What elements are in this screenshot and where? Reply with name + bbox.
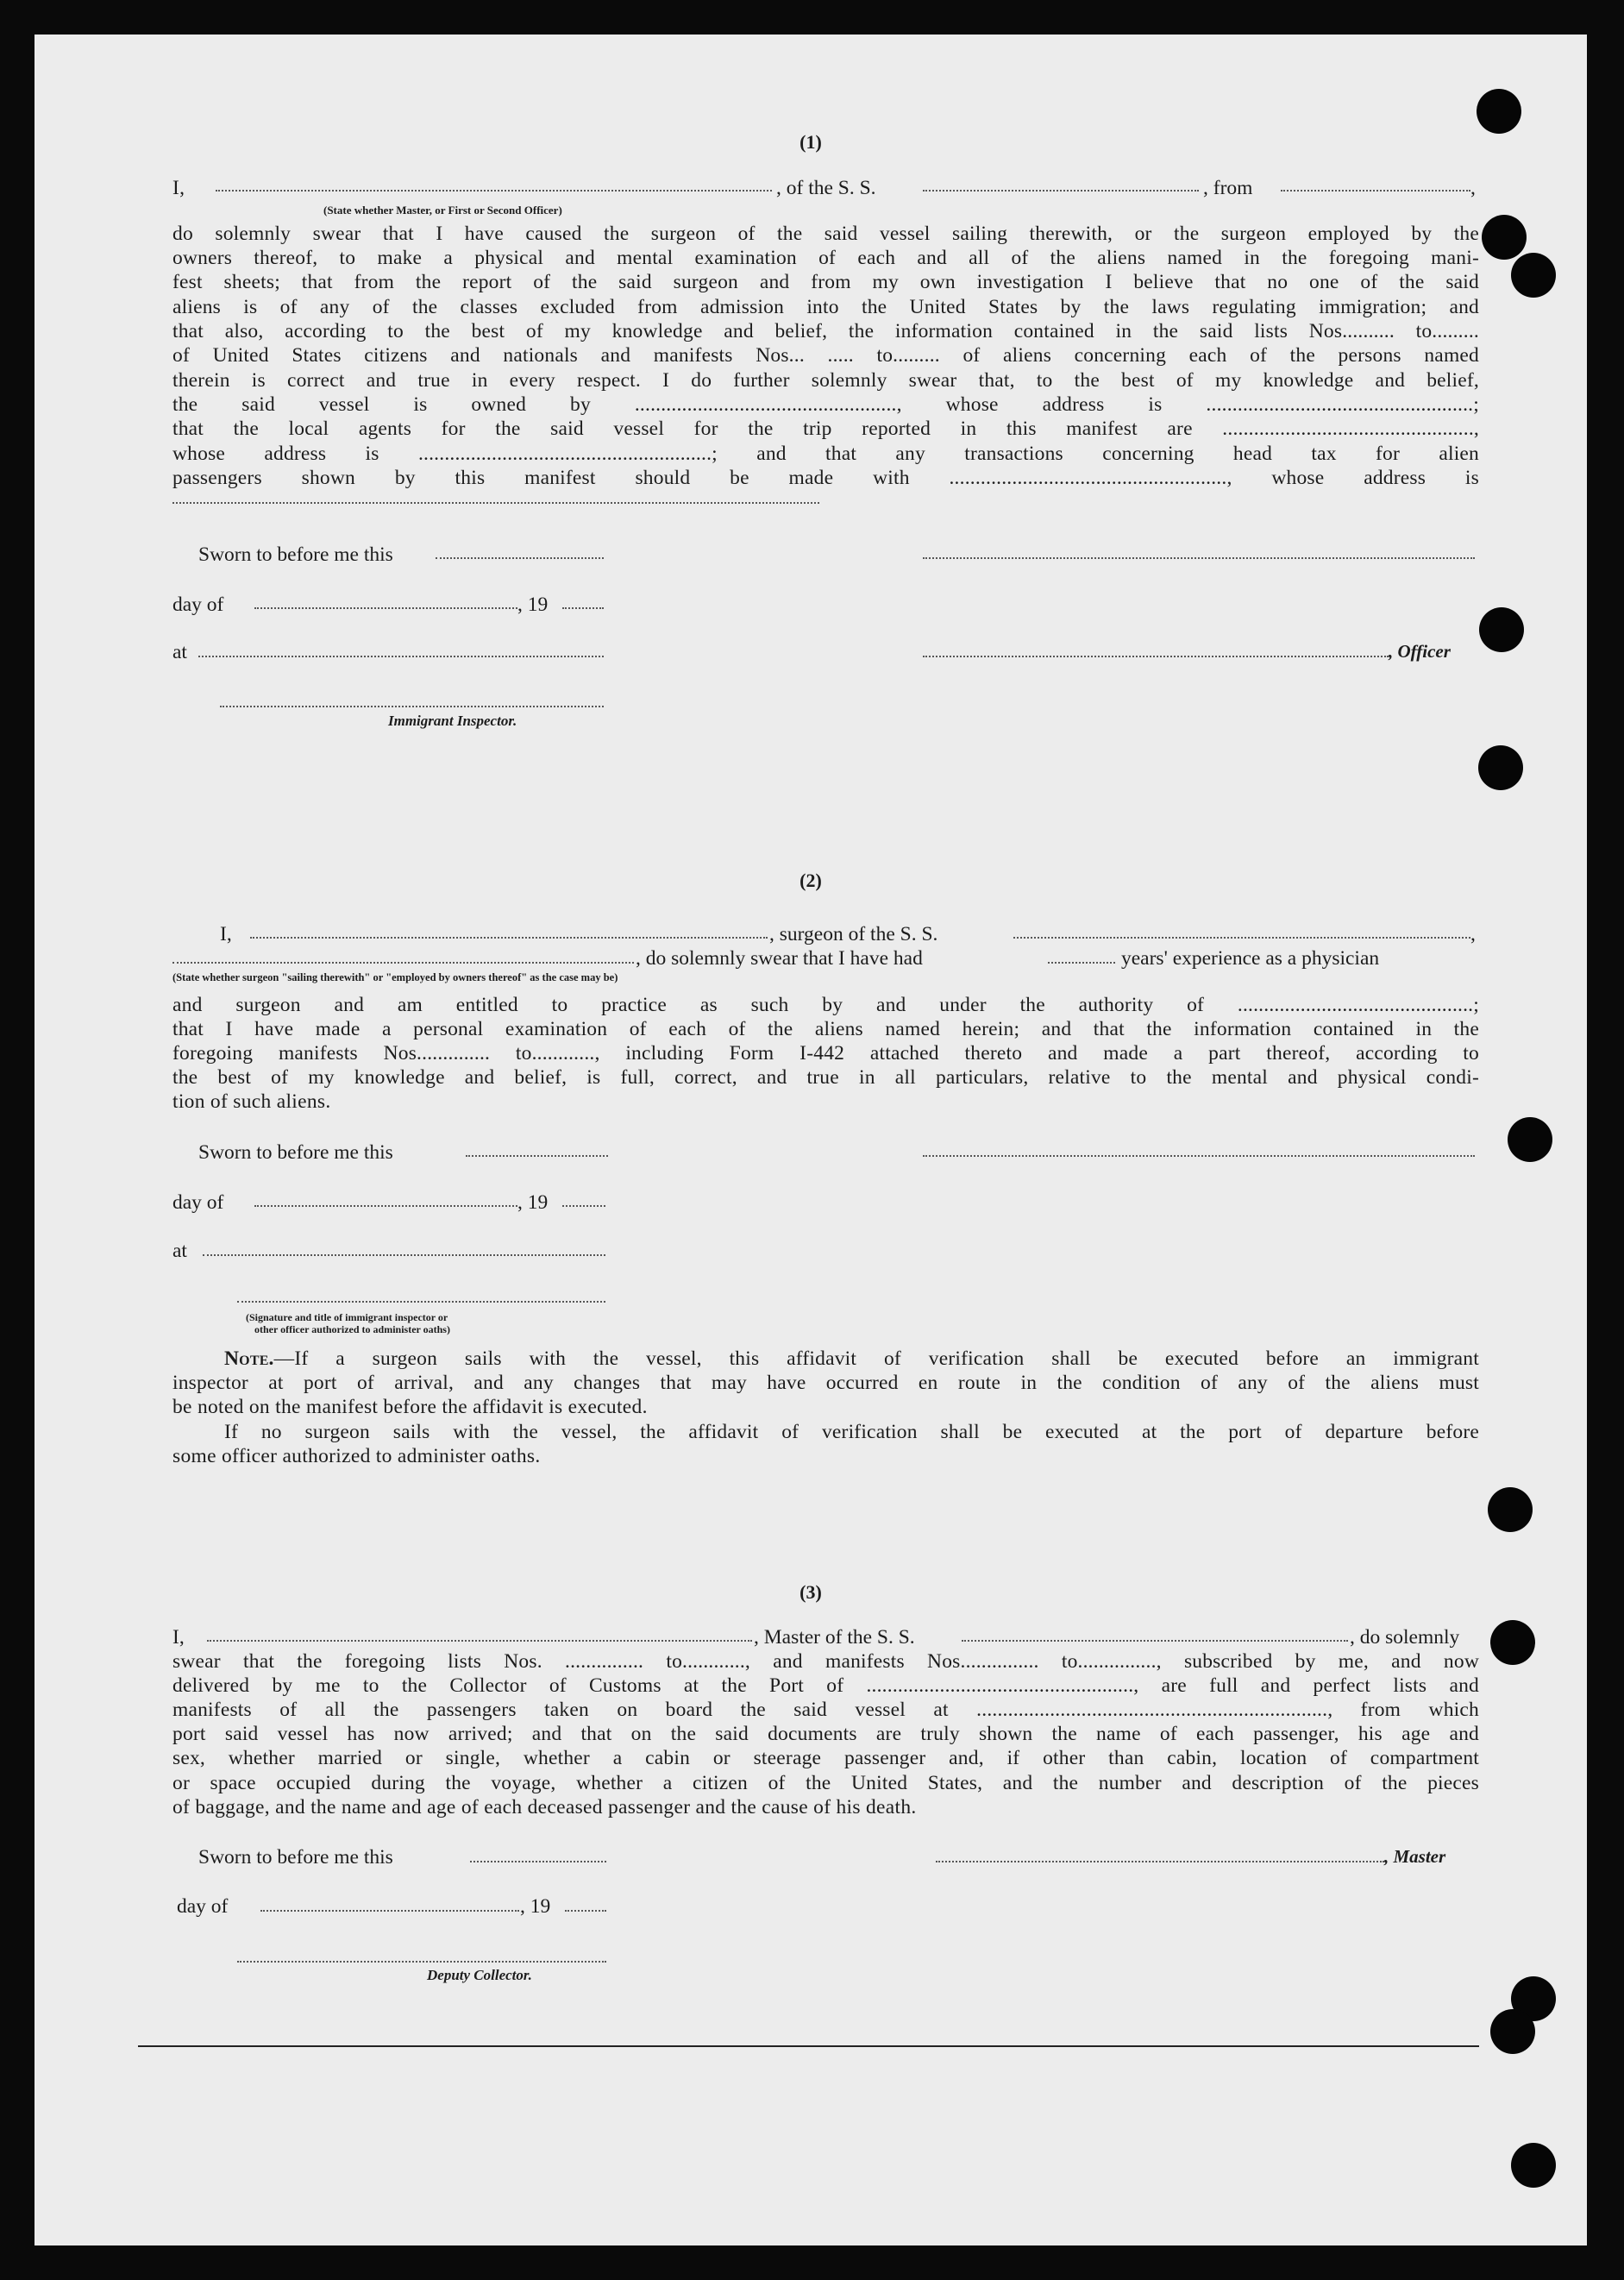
oath-line: the best of my knowledge and belief, is full, correct, and true in all particulars, relative to the mental and physical condi- xyxy=(172,1066,1479,1089)
day-of-blank-1 xyxy=(254,607,517,609)
at-label-1: at xyxy=(172,641,187,663)
sworn-date-blank-2 xyxy=(466,1155,608,1157)
from-port-blank xyxy=(1281,190,1470,192)
officer-signature-top-blank xyxy=(923,557,1475,559)
oath-line: whose address is ........................................................; and that any transactions concerning head tax for alien xyxy=(172,443,1479,465)
oath-line: that also, according to the best of my knowledge and belief, the information contained in the said lists Nos.......... to......... xyxy=(172,320,1479,342)
intro-i-3: I, xyxy=(172,1626,185,1649)
punch-hole xyxy=(1488,1487,1533,1532)
administering-officer-blank xyxy=(237,1301,605,1303)
note2-line-1: If no surgeon sails with the vessel, the affidavit of verification shall be executed at the port of departure before xyxy=(224,1421,1479,1443)
punch-hole xyxy=(1490,1620,1535,1665)
officer-note: (State whether Master, or First or Second Officer) xyxy=(323,204,562,217)
day-of-label-2: day of xyxy=(172,1191,224,1214)
note-label: Note. xyxy=(224,1347,274,1370)
sworn-date-blank-3 xyxy=(470,1861,606,1862)
oath-line: of United States citizens and nationals and manifests Nos... ..... to......... of aliens concerning each of the persons named xyxy=(172,344,1479,367)
oath-line: the said vessel is owned by .................................................., whose address is ...................................................; xyxy=(172,393,1479,416)
master-signature-blank xyxy=(936,1861,1384,1862)
master-ship-blank xyxy=(962,1640,1348,1642)
punch-hole xyxy=(1490,2009,1535,2054)
surgeon-note: (State whether surgeon "sailing therewith" or "employed by owners thereof" as the case may be) xyxy=(172,971,618,983)
at-blank-2 xyxy=(203,1254,605,1256)
day-of-label-1: day of xyxy=(172,594,224,616)
oath-line: passengers shown by this manifest should be made with ....................................................., whose address is xyxy=(172,467,1479,489)
years-label: years' experience as a physician xyxy=(1121,947,1380,970)
officer-signature-blank xyxy=(923,656,1389,657)
note-line-1 xyxy=(172,1347,1479,1371)
oath-line: of baggage, and the name and age of each deceased passenger and the cause of his death. xyxy=(172,1796,917,1818)
oath-line: tion of such aliens. xyxy=(172,1090,331,1113)
oath-line: or space occupied during the voyage, whether a citizen of the United States, and the number and description of the pieces xyxy=(172,1772,1479,1794)
oath-line: and surgeon and am entitled to practice as such by and under the authority of .............................................; xyxy=(172,994,1479,1016)
oath-line: delivered by me to the Collector of Customs at the Port of ..................................................., are full and perfect lists and xyxy=(172,1674,1479,1697)
oath-line: port said vessel has now arrived; and that on the said documents are truly shown the name of each passenger, his age and xyxy=(172,1723,1479,1745)
swear-label-2: , do solemnly swear that I have had xyxy=(636,947,923,970)
note2-line-2: some officer authorized to administer oaths. xyxy=(172,1445,541,1467)
master-label: , Master xyxy=(1384,1846,1446,1867)
document-page xyxy=(34,35,1587,2245)
year-blank-3 xyxy=(565,1910,606,1912)
year-blank-2 xyxy=(562,1205,605,1207)
at-blank-1 xyxy=(198,656,604,657)
day-of-blank-3 xyxy=(260,1910,519,1912)
intro-line: I, xyxy=(172,177,185,199)
day-of-label-3: day of xyxy=(177,1895,229,1918)
sworn-label-1: Sworn to before me this xyxy=(198,543,393,566)
deputy-collector-signature-blank xyxy=(237,1961,606,1963)
oath-line: fest sheets; that from the report of the said surgeon and from my own investigation I believe that no one of the said xyxy=(172,271,1479,293)
oath-line: sex, whether married or single, whether a cabin or steerage passenger and, if other than cabin, location of compartment xyxy=(172,1747,1479,1769)
section-number-2: (2) xyxy=(799,870,822,891)
oath-line: owners thereof, to make a physical and mental examination of each and all of the aliens named in the foregoing mani- xyxy=(172,247,1479,269)
year-label-2: , 19 xyxy=(517,1191,549,1214)
sworn-label-2: Sworn to before me this xyxy=(198,1141,393,1164)
oath-line: swear that the foregoing lists Nos. ............... to............, and manifests Nos............... to..............., subscribed by me, and now xyxy=(172,1650,1479,1673)
day-of-blank-2 xyxy=(254,1205,517,1207)
oath-line: do solemnly swear that I have caused the surgeon of the said vessel sailing therewith, or the surgeon employed by the xyxy=(172,223,1479,245)
officer-name-blank xyxy=(216,190,772,192)
punch-hole xyxy=(1508,1117,1552,1162)
punch-hole xyxy=(1478,745,1523,790)
note-text: —If a surgeon sails with the vessel, this affidavit of verification shall be executed before an immigrant xyxy=(273,1347,1479,1370)
oath-line: foregoing manifests Nos.............. to............, including Form I-442 attached thereto and made a part thereof, according to xyxy=(172,1042,1479,1065)
section-number-1: (1) xyxy=(799,131,822,153)
do-solemnly-label: , do solemnly xyxy=(1350,1626,1460,1649)
intro-i-2: I, xyxy=(220,923,232,945)
at-label-2: at xyxy=(172,1240,187,1262)
year-blank-1 xyxy=(562,607,604,609)
master-name-blank xyxy=(207,1640,752,1642)
note-line-2: inspector at port of arrival, and any changes that may have occurred en route in the condition of any of the aliens must xyxy=(172,1372,1479,1394)
surgeon-signature-blank xyxy=(923,1155,1475,1157)
oath-line: therein is correct and true in every respect. I do further solemnly swear that, to the best of my knowledge and belief, xyxy=(172,369,1479,392)
year-label-1: , 19 xyxy=(517,594,549,616)
oath-line: that I have made a personal examination of each of the aliens named herein; and that the information contained in the xyxy=(172,1018,1479,1040)
deputy-collector-label: Deputy Collector. xyxy=(427,1967,532,1983)
officer-label: , Officer xyxy=(1389,641,1451,662)
address-continuation-blank xyxy=(172,502,819,504)
bottom-rule xyxy=(138,2045,1479,2047)
inspector-signature-blank xyxy=(220,706,604,707)
oath-line: that the local agents for the said vessel for the trip reported in this manifest are ................................................, xyxy=(172,418,1479,440)
oath-line: aliens is of any of the classes excluded from admission into the United States by the laws regulating immigration; and xyxy=(172,296,1479,318)
surgeon-of-label: , surgeon of the S. S. xyxy=(769,923,938,945)
surgeon-name-blank xyxy=(250,937,768,939)
punch-hole xyxy=(1511,253,1556,298)
signature-note-1: (Signature and title of immigrant inspector or xyxy=(246,1311,448,1323)
from-label: , from xyxy=(1203,177,1253,199)
year-label-3: , 19 xyxy=(520,1895,551,1918)
immigrant-inspector-label: Immigrant Inspector. xyxy=(388,713,517,729)
surgeon-type-blank xyxy=(172,962,634,964)
section-number-3: (3) xyxy=(799,1581,822,1603)
sworn-label-3: Sworn to before me this xyxy=(198,1846,393,1869)
comma-2: , xyxy=(1470,923,1476,945)
punch-hole xyxy=(1482,215,1527,260)
oath-line: manifests of all the passengers taken on board the said vessel at ..................................................................., from which xyxy=(172,1699,1479,1721)
sworn-date-blank-1 xyxy=(436,557,604,559)
of-ss-label: , of the S. S. xyxy=(776,177,876,199)
punch-hole xyxy=(1511,2143,1556,2188)
master-of-label: , Master of the S. S. xyxy=(754,1626,915,1649)
years-blank xyxy=(1048,962,1115,964)
punch-hole xyxy=(1479,607,1524,652)
surgeon-ship-blank xyxy=(1013,937,1470,939)
note-line-3: be noted on the manifest before the affidavit is executed. xyxy=(172,1396,648,1418)
comma: , xyxy=(1470,177,1476,199)
signature-note-2: other officer authorized to administer oaths) xyxy=(254,1323,450,1335)
punch-hole xyxy=(1477,89,1521,134)
ship-name-blank xyxy=(923,190,1199,192)
